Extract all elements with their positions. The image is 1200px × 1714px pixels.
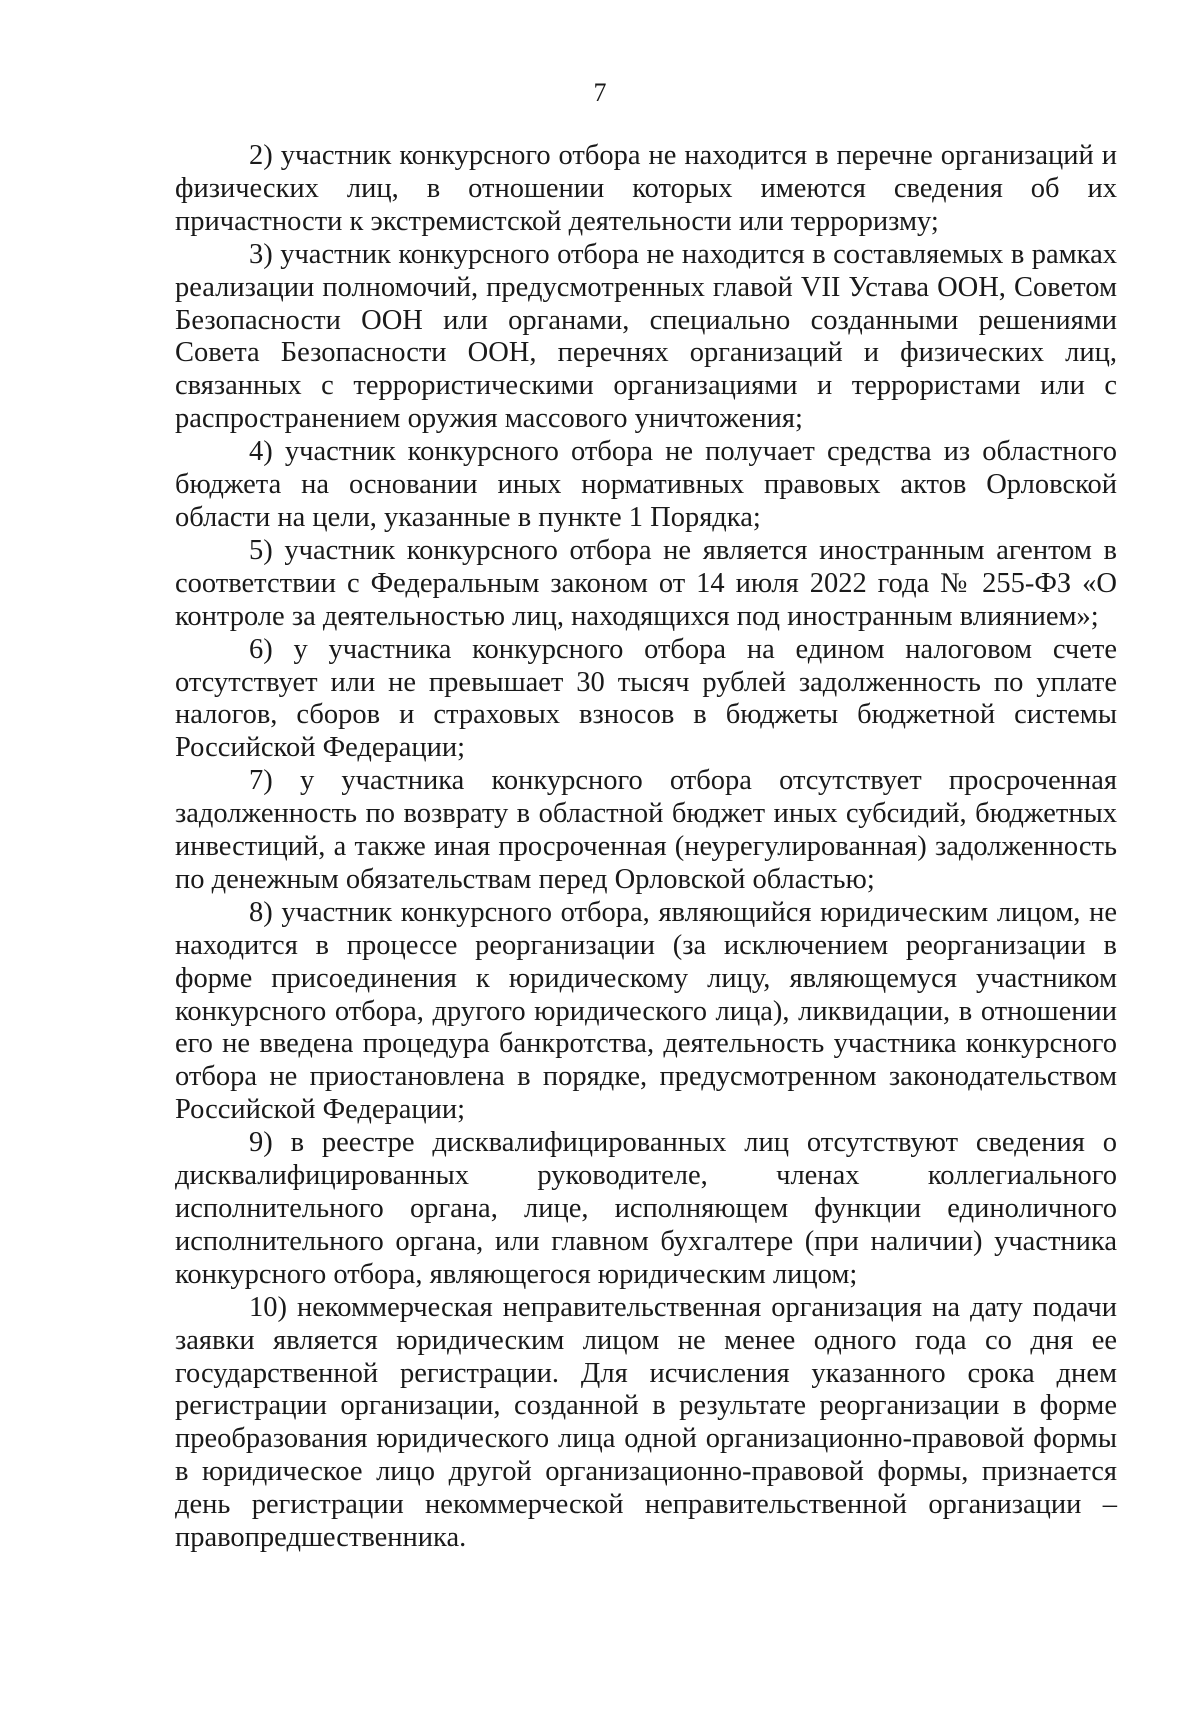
paragraph-item-10: 10) некоммерческая неправительственная организация на дату подачи заявки является юридическим лицом не менее одного года со дня ее государственной регистрации. Для исчисления указанного срока днем регистрации организации, созданной в результате реорганизации в форме преобразования юридического лица одной организационно-правовой формы в юридическое лицо другой организационно-правовой формы, признается день регистрации некоммерческой неправительственной организации – правопредшественника. — [175, 1291, 1117, 1554]
document-body — [175, 140, 1117, 1555]
paragraph-item-9: 9) в реестре дисквалифицированных лиц отсутствуют сведения о дисквалифицированных руководителе, членах коллегиального исполнительного органа, лице, исполняющем функции единоличного исполнительного органа, или главном бухгалтере (при наличии) участника конкурсного отбора, являющегося юридическим лицом; — [175, 1127, 1117, 1290]
paragraph-item-3: 3) участник конкурсного отбора не находится в составляемых в рамках реализации полномочий, предусмотренных главой VII Устава ООН, Советом Безопасности ООН или органами, специально созданными решениями Совета Безопасности ООН, перечнях организаций и физических лиц, связанных с террористическими организациями и террористами или с распространением оружия массового уничтожения; — [175, 238, 1117, 435]
paragraph-item-5: 5) участник конкурсного отбора не является иностранным агентом в соответствии с Федеральным законом от 14 июля 2022 года № 255-ФЗ «О контроле за деятельностью лиц, находящихся под иностранным влиянием»; — [175, 534, 1117, 632]
paragraph-item-8: 8) участник конкурсного отбора, являющийся юридическим лицом, не находится в процессе реорганизации (за исключением реорганизации в форме присоединения к юридическому лицу, являющемуся участником конкурсного отбора, другого юридического лица), ликвидации, в отношении его не введена процедура банкротства, деятельность участника конкурсного отбора не приостановлена в порядке, предусмотренном законодательством Российской Федерации; — [175, 896, 1117, 1126]
paragraph-item-4: 4) участник конкурсного отбора не получает средства из областного бюджета на основании иных нормативных правовых актов Орловской области на цели, указанные в пункте 1 Порядка; — [175, 436, 1117, 533]
paragraph-item-2: 2) участник конкурсного отбора не находится в перечне организаций и физических лиц, в отношении которых имеются сведения об их причастности к экстремистской деятельности или терроризму; — [175, 140, 1117, 237]
paragraph-item-7: 7) у участника конкурсного отбора отсутствует просроченная задолженность по возврату в областной бюджет иных субсидий, бюджетных инвестиций, а также иная просроченная (неурегулированная) задолженность по денежным обязательствам перед Орловской областью; — [175, 765, 1117, 895]
paragraph-item-6: 6) у участника конкурсного отбора на едином налоговом счете отсутствует или не превышает 30 тысяч рублей задолженность по уплате налогов, сборов и страховых взносов в бюджеты бюджетной системы Российской Федерации; — [175, 633, 1117, 764]
page-number: 7 — [593, 78, 607, 107]
